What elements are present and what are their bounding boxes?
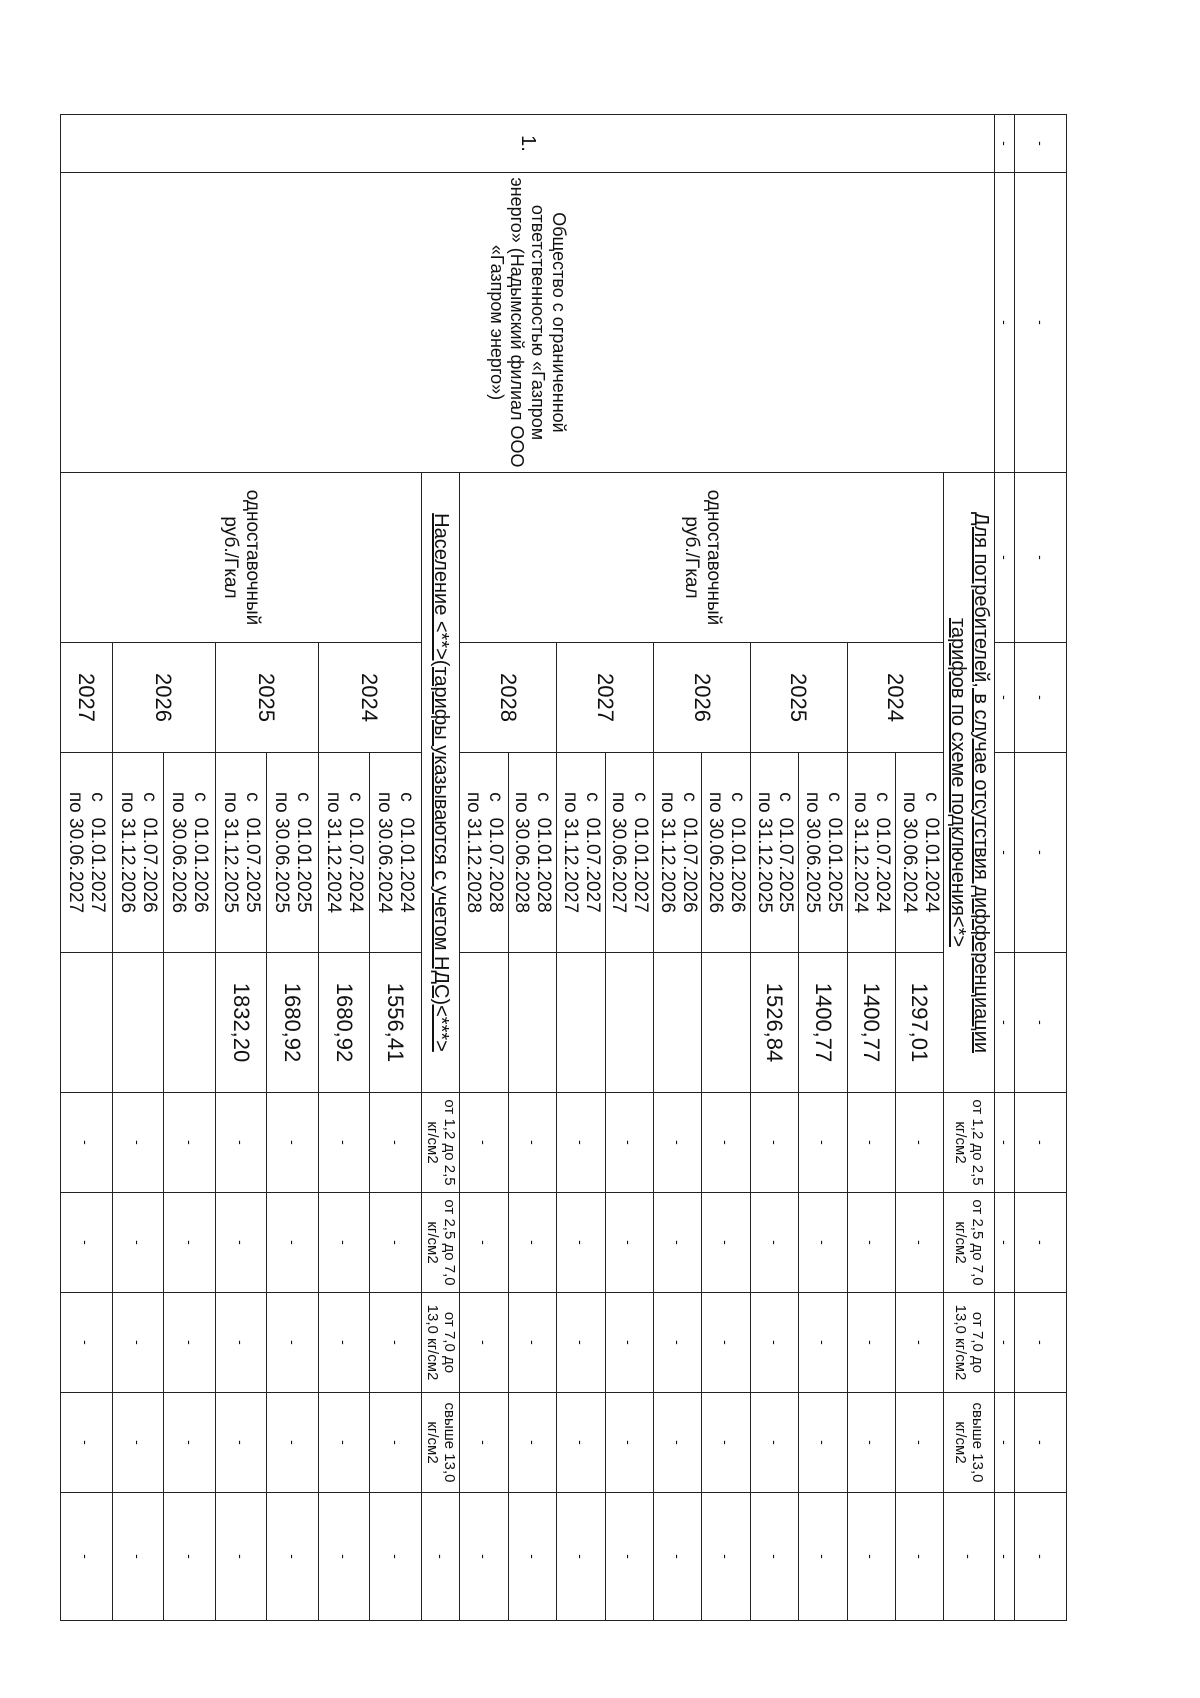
dash-cell: - bbox=[421, 1493, 460, 1621]
tariff-value: 1680,92 bbox=[318, 953, 370, 1093]
pressure-range-header: от 2,5 до 7,0 кг/см2 bbox=[944, 1193, 994, 1293]
dash-cell: - bbox=[164, 1493, 216, 1621]
period-cell: с 01.01.2027 по 30.06.2027 bbox=[61, 753, 113, 953]
dash-cell: - bbox=[750, 1293, 798, 1393]
year-cell: 2025 bbox=[750, 643, 847, 753]
pressure-range-header: от 2,5 до 7,0 кг/см2 bbox=[421, 1193, 460, 1293]
dash-cell: - bbox=[460, 1393, 508, 1493]
dash-cell: - bbox=[557, 1293, 605, 1393]
dash-cell: - bbox=[61, 1293, 113, 1393]
dash-cell: - bbox=[318, 1193, 370, 1293]
dash-cell: - bbox=[460, 1193, 508, 1293]
dash-cell: - bbox=[847, 1193, 895, 1293]
dash-cell: - bbox=[557, 1193, 605, 1293]
organization-name: Общество с ограниченной ответственностью «Газпром энерго» (Надымский филиал ООО «Газпром энерго») bbox=[61, 173, 995, 473]
dash-cell: - bbox=[994, 953, 1015, 1093]
top-dash-row bbox=[1015, 115, 1067, 1621]
tariff-value bbox=[508, 953, 556, 1093]
dash-cell: - bbox=[112, 1293, 164, 1393]
dash-cell: - bbox=[508, 1193, 556, 1293]
period-cell: с 01.01.2027 по 30.06.2027 bbox=[605, 753, 653, 953]
period-cell: с 01.07.2025 по 31.12.2025 bbox=[750, 753, 798, 953]
tariff-value: 1832,20 bbox=[215, 953, 267, 1093]
dash-cell: - bbox=[370, 1293, 422, 1393]
year-cell: 2024 bbox=[847, 643, 944, 753]
tariff-type: одноставочный руб./Гкал bbox=[460, 473, 944, 643]
dash-cell: - bbox=[460, 1493, 508, 1621]
section-title bbox=[421, 473, 460, 1093]
dash-cell: - bbox=[605, 1093, 653, 1193]
dash-cell: - bbox=[994, 1393, 1015, 1493]
dash-cell: - bbox=[847, 1393, 895, 1493]
dash-cell: - bbox=[112, 1493, 164, 1621]
year-cell: 2025 bbox=[215, 643, 318, 753]
dash-cell: - bbox=[508, 1093, 556, 1193]
pressure-range-header: от 1,2 до 2,5 кг/см2 bbox=[421, 1093, 460, 1193]
tariff-value: 1400,77 bbox=[799, 953, 847, 1093]
dash-cell: - bbox=[267, 1293, 319, 1393]
tariff-table bbox=[60, 114, 1067, 1621]
dash-cell: - bbox=[750, 1393, 798, 1493]
period-cell: с 01.07.2024 по 31.12.2024 bbox=[847, 753, 895, 953]
dash-cell: - bbox=[460, 1093, 508, 1193]
dash-cell: - bbox=[557, 1493, 605, 1621]
dash-cell: - bbox=[702, 1393, 750, 1493]
dash-cell: - bbox=[318, 1093, 370, 1193]
tariff-value bbox=[605, 953, 653, 1093]
section-title-text: Для потребителей, в случае отсутствия дифференциации тарифов по схеме подключения<*> bbox=[947, 511, 993, 1054]
dash-cell: - bbox=[896, 1193, 944, 1293]
dash-cell: - bbox=[112, 1393, 164, 1493]
dash-cell: - bbox=[1015, 1393, 1067, 1493]
dash-cell: - bbox=[267, 1093, 319, 1193]
dash-cell: - bbox=[896, 1093, 944, 1193]
dash-cell: - bbox=[1015, 953, 1067, 1093]
period-cell: с 01.07.2026 по 31.12.2026 bbox=[654, 753, 702, 953]
dash-cell: - bbox=[1015, 173, 1067, 473]
section-title-row bbox=[944, 115, 994, 1621]
dash-cell: - bbox=[267, 1393, 319, 1493]
dash-cell: - bbox=[750, 1193, 798, 1293]
period-cell: с 01.07.2027 по 31.12.2027 bbox=[557, 753, 605, 953]
dash-cell: - bbox=[994, 1193, 1015, 1293]
dash-cell: - bbox=[994, 173, 1015, 473]
dash-cell: - bbox=[896, 1393, 944, 1493]
dash-cell: - bbox=[557, 1093, 605, 1193]
dash-cell: - bbox=[654, 1293, 702, 1393]
period-cell: с 01.01.2028 по 30.06.2028 bbox=[508, 753, 556, 953]
dash-cell: - bbox=[112, 1193, 164, 1293]
tariff-value bbox=[654, 953, 702, 1093]
dash-cell: - bbox=[1015, 115, 1067, 173]
dash-cell: - bbox=[702, 1193, 750, 1293]
dash-cell: - bbox=[799, 1093, 847, 1193]
dash-cell: - bbox=[370, 1393, 422, 1493]
dash-cell: - bbox=[1015, 1093, 1067, 1193]
tariff-value bbox=[460, 953, 508, 1093]
dash-cell: - bbox=[799, 1293, 847, 1393]
rotated-page bbox=[60, 114, 1067, 1620]
dash-cell: - bbox=[215, 1493, 267, 1621]
year-cell: 2028 bbox=[460, 643, 557, 753]
dash-cell: - bbox=[944, 1493, 994, 1621]
dash-cell: - bbox=[267, 1193, 319, 1293]
year-cell: 2026 bbox=[112, 643, 215, 753]
pressure-range-header: свыше 13,0 кг/см2 bbox=[944, 1393, 994, 1493]
dash-cell: - bbox=[61, 1093, 113, 1193]
period-cell: с 01.07.2025 по 31.12.2025 bbox=[215, 753, 267, 953]
dash-cell: - bbox=[61, 1493, 113, 1621]
dash-cell: - bbox=[112, 1093, 164, 1193]
dash-cell: - bbox=[702, 1293, 750, 1393]
dash-cell: - bbox=[61, 1193, 113, 1293]
dash-cell: - bbox=[750, 1093, 798, 1193]
period-cell: с 01.01.2026 по 30.06.2026 bbox=[164, 753, 216, 953]
year-cell: 2027 bbox=[61, 643, 113, 753]
period-cell: с 01.01.2024 по 30.06.2024 bbox=[370, 753, 422, 953]
dash-cell: - bbox=[799, 1193, 847, 1293]
dash-cell: - bbox=[215, 1093, 267, 1193]
dash-cell: - bbox=[318, 1493, 370, 1621]
dash-cell: - bbox=[994, 115, 1015, 173]
dash-cell: - bbox=[847, 1493, 895, 1621]
dash-cell: - bbox=[61, 1393, 113, 1493]
pressure-range-header: от 7,0 до 13,0 кг/см2 bbox=[421, 1293, 460, 1393]
dash-cell: - bbox=[1015, 753, 1067, 953]
dash-cell: - bbox=[164, 1393, 216, 1493]
dash-cell: - bbox=[460, 1293, 508, 1393]
dash-cell: - bbox=[605, 1293, 653, 1393]
dash-cell: - bbox=[702, 1093, 750, 1193]
period-cell: с 01.07.2028 по 31.12.2028 bbox=[460, 753, 508, 953]
dash-cell: - bbox=[164, 1093, 216, 1193]
dash-cell: - bbox=[164, 1293, 216, 1393]
dash-cell: - bbox=[1015, 1293, 1067, 1393]
dash-cell: - bbox=[847, 1293, 895, 1393]
period-cell: с 01.01.2024 по 30.06.2024 bbox=[896, 753, 944, 953]
dash-cell: - bbox=[1015, 1193, 1067, 1293]
dash-cell: - bbox=[994, 1293, 1015, 1393]
dash-cell: - bbox=[654, 1093, 702, 1193]
period-cell: с 01.01.2026 по 30.06.2026 bbox=[702, 753, 750, 953]
dash-cell: - bbox=[508, 1293, 556, 1393]
pressure-range-header: от 1,2 до 2,5 кг/см2 bbox=[944, 1093, 994, 1193]
tariff-value: 1556,41 bbox=[370, 953, 422, 1093]
tariff-value bbox=[61, 953, 113, 1093]
year-cell: 2027 bbox=[557, 643, 654, 753]
dash-cell: - bbox=[799, 1493, 847, 1621]
dash-cell: - bbox=[164, 1193, 216, 1293]
dash-cell: - bbox=[994, 1493, 1015, 1621]
dash-subrow bbox=[994, 115, 1015, 1621]
dash-cell: - bbox=[1015, 643, 1067, 753]
dash-cell: - bbox=[896, 1293, 944, 1393]
table-body bbox=[61, 115, 1067, 1621]
tariff-value: 1297,01 bbox=[896, 953, 944, 1093]
dash-cell: - bbox=[799, 1393, 847, 1493]
tariff-value bbox=[112, 953, 164, 1093]
dash-cell: - bbox=[318, 1393, 370, 1493]
dash-cell: - bbox=[215, 1393, 267, 1493]
dash-cell: - bbox=[508, 1393, 556, 1493]
tariff-value: 1680,92 bbox=[267, 953, 319, 1093]
tariff-value bbox=[164, 953, 216, 1093]
tariff-type: одноставочный руб./Гкал bbox=[61, 473, 422, 643]
period-cell: с 01.07.2024 по 31.12.2024 bbox=[318, 753, 370, 953]
period-cell: с 01.07.2026 по 31.12.2026 bbox=[112, 753, 164, 953]
dash-cell: - bbox=[1015, 1493, 1067, 1621]
dash-cell: - bbox=[750, 1493, 798, 1621]
pressure-range-header: свыше 13,0 кг/см2 bbox=[421, 1393, 460, 1493]
dash-cell: - bbox=[654, 1393, 702, 1493]
tariff-value: 1526,84 bbox=[750, 953, 798, 1093]
dash-cell: - bbox=[215, 1293, 267, 1393]
dash-cell: - bbox=[994, 1093, 1015, 1193]
row-number: 1. bbox=[61, 115, 995, 173]
dash-cell: - bbox=[654, 1493, 702, 1621]
dash-cell: - bbox=[994, 473, 1015, 643]
dash-cell: - bbox=[994, 643, 1015, 753]
dash-cell: - bbox=[702, 1493, 750, 1621]
pressure-range-header: от 7,0 до 13,0 кг/см2 bbox=[944, 1293, 994, 1393]
dash-cell: - bbox=[370, 1193, 422, 1293]
dash-cell: - bbox=[654, 1193, 702, 1293]
dash-cell: - bbox=[896, 1493, 944, 1621]
dash-cell: - bbox=[318, 1293, 370, 1393]
dash-cell: - bbox=[605, 1193, 653, 1293]
dash-cell: - bbox=[1015, 473, 1067, 643]
dash-cell: - bbox=[370, 1093, 422, 1193]
year-cell: 2024 bbox=[318, 643, 421, 753]
period-cell: с 01.01.2025 по 30.06.2025 bbox=[799, 753, 847, 953]
section-title-text: Население <**>(тарифы указываются с учетом НДС)<***> bbox=[430, 513, 453, 1052]
dash-cell: - bbox=[605, 1493, 653, 1621]
dash-cell: - bbox=[370, 1493, 422, 1621]
dash-cell: - bbox=[508, 1493, 556, 1621]
tariff-value: 1400,77 bbox=[847, 953, 895, 1093]
year-cell: 2026 bbox=[654, 643, 751, 753]
tariff-value bbox=[702, 953, 750, 1093]
dash-cell: - bbox=[267, 1493, 319, 1621]
tariff-value bbox=[557, 953, 605, 1093]
dash-cell: - bbox=[557, 1393, 605, 1493]
dash-cell: - bbox=[994, 753, 1015, 953]
dash-cell: - bbox=[847, 1093, 895, 1193]
section-title bbox=[944, 473, 994, 1093]
period-cell: с 01.01.2025 по 30.06.2025 bbox=[267, 753, 319, 953]
dash-cell: - bbox=[605, 1393, 653, 1493]
dash-cell: - bbox=[215, 1193, 267, 1293]
